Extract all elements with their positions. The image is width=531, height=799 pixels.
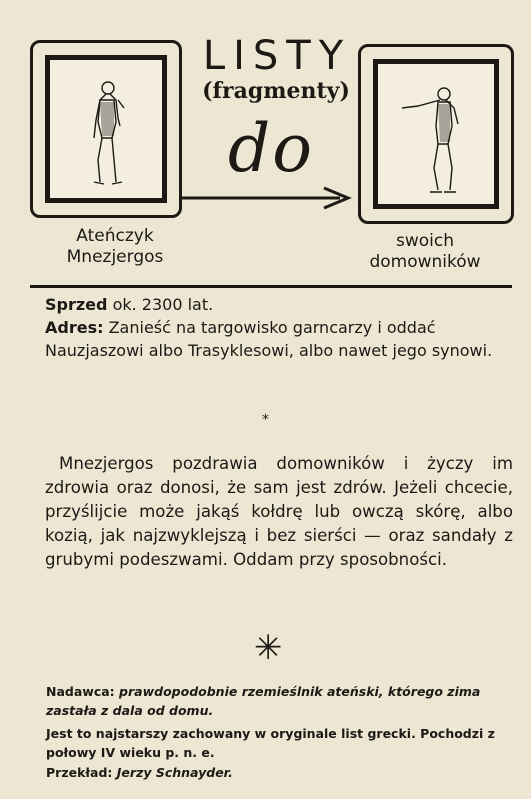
title-do: do — [228, 110, 314, 187]
right-caption — [340, 231, 510, 273]
sender-note — [46, 682, 512, 720]
translation-label: Przekład: — [46, 765, 113, 780]
date-line — [45, 293, 513, 316]
left-caption-line-1: Ateńczyk — [76, 226, 154, 246]
translator-name: Jerzy Schnayder. — [116, 765, 233, 780]
header-divider — [30, 285, 512, 288]
date-label: Sprzed — [45, 295, 108, 314]
origin-note: Jest to najstarszy zachowany w oryginale list grecki. Pochodzi z połowy IV wieku p. n. e. — [46, 726, 495, 760]
address-label: Adres: — [45, 318, 104, 337]
letter-text: Mnezjergos pozdrawia domowników i życzy im zdrowia oraz donosi, że sam jest zdrów. Jeżeli chcecie, przyślijcie może jakąś kołdrę lub owczą skórę, albo kozią, jak najzwyklejszą i bez sierści — oraz sandały z grubymi podeszwami. Oddam przy sposobności. — [45, 454, 513, 569]
separator-small: * — [262, 412, 269, 428]
left-caption — [40, 226, 190, 268]
right-illustration-inner — [373, 59, 499, 209]
sender-text: prawdopodobnie rzemieślnik ateński, którego zima zastała z dala od domu. — [46, 684, 481, 718]
intro-block — [45, 293, 513, 362]
sender-label: Nadawca: — [46, 684, 115, 699]
left-illustration-frame — [30, 40, 182, 218]
title-fragmenty: (fragmenty) — [202, 78, 350, 104]
translation-note — [46, 763, 512, 782]
right-illustration-frame — [358, 44, 514, 224]
date-value: ok. 2300 lat. — [112, 295, 214, 314]
title-listy: LISTY — [202, 33, 352, 79]
right-caption-line-1: swoich — [395, 231, 454, 251]
separator-big: ✳ — [254, 628, 283, 668]
left-caption-line-2: Mnezjergos — [66, 247, 164, 267]
right-arrow-icon — [178, 184, 354, 214]
address-text: Zanieść na targowisko garncarzy i oddać Nauzjaszowi albo Trasyklesowi, albo nawet jego synowi. — [45, 318, 493, 360]
right-caption-line-2: domowników — [369, 252, 481, 272]
statue-figure-right-icon — [378, 64, 494, 204]
left-illustration-inner — [45, 55, 167, 203]
statue-figure-left-icon — [50, 60, 162, 198]
address-line — [45, 316, 513, 362]
